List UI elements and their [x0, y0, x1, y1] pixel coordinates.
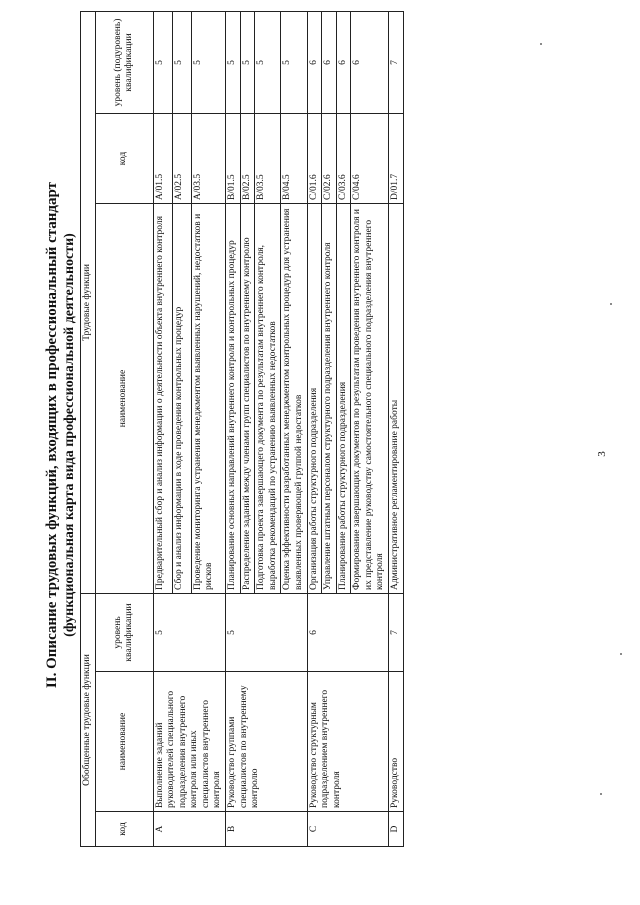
table-row — [226, 11, 241, 846]
header-labor-functions: Трудовые функции — [81, 11, 96, 593]
group-name: Руководство — [388, 672, 403, 812]
group-code: B — [226, 812, 307, 847]
section-title: II. Описание трудовых функций, входящих в профессиональный стандарт — [44, 181, 60, 689]
scan-speck — [540, 43, 542, 45]
function-level: 5 — [255, 11, 281, 113]
header-row-groups — [81, 11, 96, 846]
header-level: уровень квалификации — [95, 593, 153, 671]
function-name: Формирование завершающих документов по результатам проведения внутреннего контроля и их представление руководству самостоятельного специального подразделения внутреннего контроля — [351, 203, 389, 593]
function-code: C/02.6 — [322, 113, 337, 203]
header-row-columns — [95, 11, 153, 846]
function-code: C/01.6 — [307, 113, 322, 203]
group-name: Руководство структурным подразделением внутреннего контроля — [307, 672, 388, 812]
group-level: 5 — [153, 593, 225, 671]
function-code: B/04.5 — [281, 113, 307, 203]
function-name: Организация работы структурного подразделения — [307, 203, 322, 593]
function-code: B/01.5 — [226, 113, 241, 203]
function-name: Оценка эффективности разработанных менеджментом контрольных процедур для устранения выявленных проверяющей группой недостатков — [281, 203, 307, 593]
header-function-name: наименование — [95, 203, 153, 593]
function-level: 5 — [153, 11, 172, 113]
functional-map-table — [80, 11, 404, 847]
table-row — [307, 11, 322, 846]
function-level: 5 — [191, 11, 225, 113]
function-level: 6 — [322, 11, 337, 113]
function-code: A/01.5 — [153, 113, 172, 203]
function-level: 6 — [336, 11, 351, 113]
function-level: 7 — [388, 11, 403, 113]
function-name: Управление штатным персоналом структурного подразделения внутреннего контроля — [322, 203, 337, 593]
header-name: наименование — [95, 672, 153, 812]
group-level: 7 — [388, 593, 403, 671]
group-code: D — [388, 812, 403, 847]
group-name: Выполнение заданий руководителей специального подразделения внутреннего контроля или иных специалистов внутреннего контроля — [153, 672, 225, 812]
function-name: Планирование основных направлений внутреннего контроля и контрольных процедур — [226, 203, 241, 593]
function-name: Подготовка проекта завершающего документа по результатам внутреннего контроля, выработка рекомендаций по устранению выявленных недостатков — [255, 203, 281, 593]
function-name: Сбор и анализ информации в ходе проведения контрольных процедур — [172, 203, 191, 593]
function-level: 5 — [172, 11, 191, 113]
function-name: Административное регламентирование работы — [388, 203, 403, 593]
page-number: 3 — [596, 451, 608, 457]
function-name: Проведение мониторинга устранения менеджментом выявленных нарушений, недостатков и рисков — [191, 203, 225, 593]
table-row — [388, 11, 403, 846]
function-level: 5 — [240, 11, 255, 113]
table-row — [153, 11, 172, 846]
group-level: 6 — [307, 593, 388, 671]
scan-speck — [600, 793, 602, 795]
scan-speck — [620, 653, 622, 655]
function-code: C/03.6 — [336, 113, 351, 203]
group-code: A — [153, 812, 225, 847]
function-name: Планирование работы структурного подразделения — [336, 203, 351, 593]
function-code: A/03.5 — [191, 113, 225, 203]
function-name: Предварительный сбор и анализ информации о деятельности объекта внутреннего контроля — [153, 203, 172, 593]
function-code: C/04.6 — [351, 113, 389, 203]
table-body — [153, 11, 403, 846]
header-function-level: уровень (подуровень) квалификации — [95, 11, 153, 113]
function-code: D/01.7 — [388, 113, 403, 203]
function-level: 6 — [351, 11, 389, 113]
group-name: Руководство группами специалистов по внутреннему контролю — [226, 672, 307, 812]
function-level: 5 — [281, 11, 307, 113]
function-code: B/02.5 — [240, 113, 255, 203]
section-subtitle: (функциональная карта вида профессиональной деятельности) — [62, 233, 77, 637]
scan-speck — [610, 303, 612, 305]
function-level: 5 — [226, 11, 241, 113]
function-level: 6 — [307, 11, 322, 113]
group-code: C — [307, 812, 388, 847]
header-generalized: Обобщенные трудовые функции — [81, 593, 96, 846]
header-function-code: код — [95, 113, 153, 203]
group-level: 5 — [226, 593, 307, 671]
header-code: код — [95, 812, 153, 847]
function-name: Распределение заданий между членами групп специалистов по внутреннему контролю — [240, 203, 255, 593]
function-code: B/03.5 — [255, 113, 281, 203]
function-code: A/02.5 — [172, 113, 191, 203]
